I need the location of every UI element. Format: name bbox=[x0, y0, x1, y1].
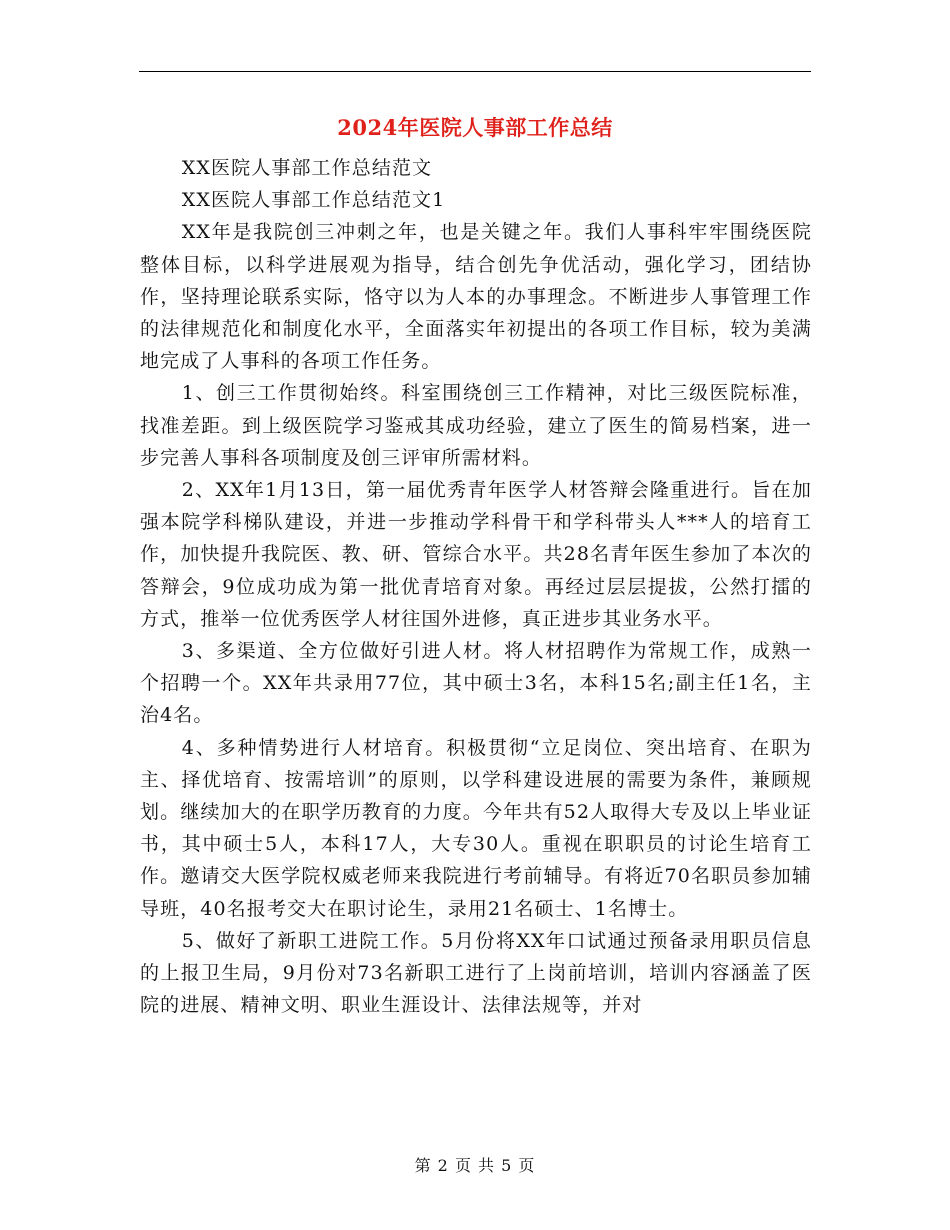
paragraph-intro: XX年是我院创三冲刺之年，也是关键之年。我们人事科牢牢围绕医院整体目标，以科学进展观为指导，结合创先争优活动，强化学习，团结协作，坚持理论联系实际，恪守以为人本的办事理念。不断进步人事管理工作的法律规范化和制度化水平，全面落实年初提出的各项工作目标，较为美满地完成了人事科的各项工作任务。 bbox=[140, 221, 812, 373]
document-title: 2024年医院人事部工作总结 bbox=[337, 115, 613, 140]
page-number: 第 2 页 共 5 页 bbox=[414, 1156, 536, 1175]
paragraph-item-4: 4、多种情势进行人材培育。积极贯彻“立足岗位、突出培育、在职为主、择优培育、按需培训”的原则，以学科建设进展的需要为条件，兼顾规划。继续加大的在职学历教育的力度。今年共有52人取得大专及以上毕业证书，其中硕士5人，本科17人，大专30人。重视在职职员的讨论生培育工作。邀请交大医学院权威老师来我院进行考前辅导。有将近70名职员参加辅导班，40名报考交大在职讨论生，录用21名硕士、1名博士。 bbox=[140, 736, 812, 920]
document-body bbox=[140, 152, 812, 1021]
paragraph-item-5: 5、做好了新职工进院工作。5月份将XX年口试通过预备录用职员信息的上报卫生局，9月份对73名新职工进行了上岗前培训，培训内容涵盖了医院的进展、精神文明、职业生涯设计、法律法规等，并对 bbox=[140, 929, 812, 1017]
header-rule bbox=[139, 71, 811, 72]
paragraph-section-heading: XX医院人事部工作总结范文1 bbox=[181, 189, 446, 212]
paragraph-item-3: 3、多渠道、全方位做好引进人材。将人材招聘作为常规工作，成熟一个招聘一个。XX年共录用77位，其中硕士3名，本科15名;副主任1名，主治4名。 bbox=[140, 640, 812, 727]
paragraph-item-1: 1、创三工作贯彻始终。科室围绕创三工作精神，对比三级医院标准，找准差距。到上级医院学习鉴戒其成功经验，建立了医生的简易档案，进一步完善人事科各项制度及创三评审所需材料。 bbox=[140, 382, 812, 469]
paragraph-subtitle: XX医院人事部工作总结范文 bbox=[181, 157, 433, 179]
paragraph-item-2: 2、XX年1月13日，第一届优秀青年医学人材答辩会隆重进行。旨在加强本院学科梯队建设，并进一步推动学科骨干和学科带头人***人的培育工作，加快提升我院医、教、研、管综合水平。共28名青年医生参加了本次的答辩会，9位成功成为第一批优青培育对象。再经过层层提拔，公然打擂的方式，推举一位优秀医学人材往国外进修，真正进步其业务水平。 bbox=[140, 479, 812, 630]
